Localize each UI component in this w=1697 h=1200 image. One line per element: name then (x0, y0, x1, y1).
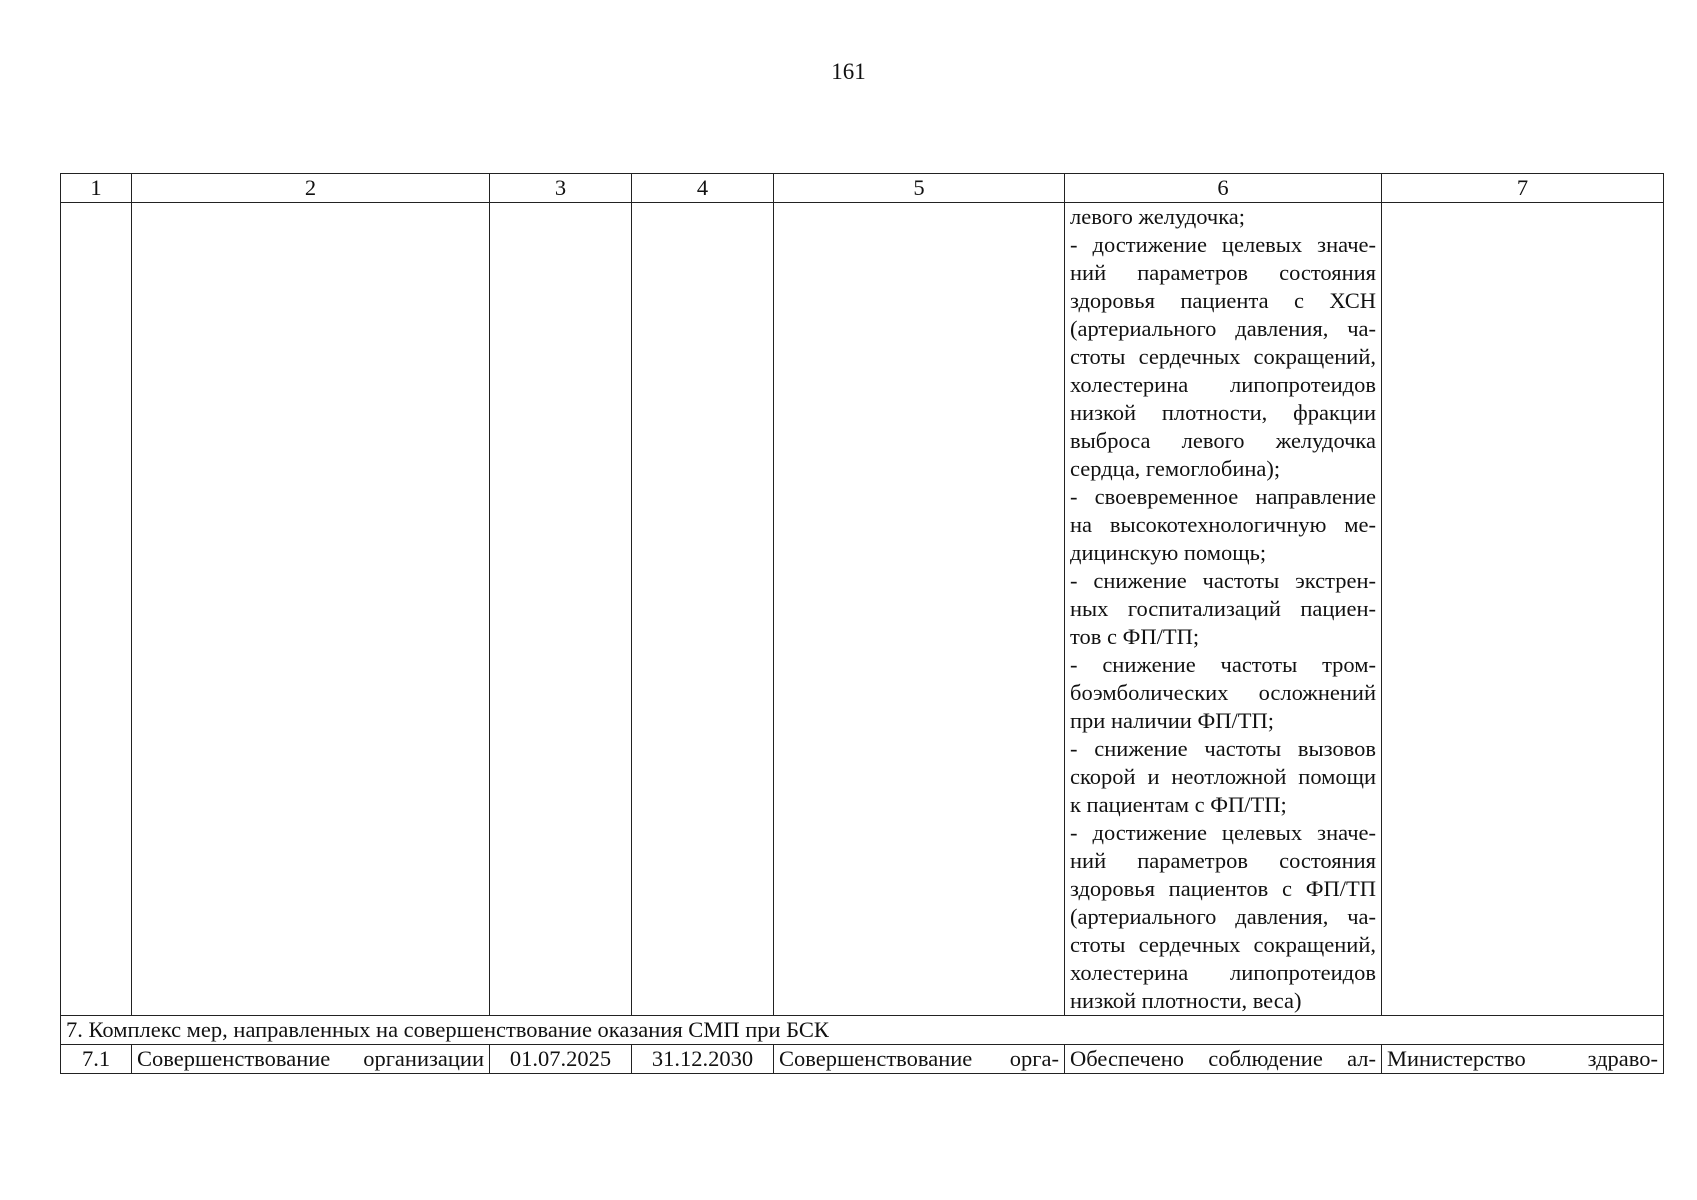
text-line: сердца, гемоглобина); (1070, 456, 1281, 481)
text-line: выброса левого желудочка (1070, 428, 1376, 453)
text-line: низкой плотности, веса) (1070, 988, 1302, 1013)
end-date: 31.12.2030 (632, 1045, 774, 1074)
start-date: 01.07.2025 (490, 1045, 632, 1074)
text-line: - достижение целевых значе- (1070, 232, 1376, 257)
expected-result: Обеспечено соблюдение ал- (1065, 1045, 1382, 1074)
table-cell (490, 203, 632, 1016)
text-line: дицинскую помощь; (1070, 540, 1267, 565)
text-line: к пациентам с ФП/ТП; (1070, 792, 1287, 817)
text-line: (артериального давления, ча- (1070, 904, 1376, 929)
column-header: 6 (1065, 174, 1382, 203)
section-title: 7. Комплекс мер, направленных на совершенствование оказания СМП при БСК (61, 1016, 1664, 1045)
text-line: холестерина липопротеидов (1070, 960, 1376, 985)
measure-description: Совершенствование орга- (774, 1045, 1065, 1074)
text-line: боэмболических осложнений (1070, 680, 1376, 705)
text-line: здоровья пациентов с ФП/ТП (1070, 876, 1376, 901)
column-header: 3 (490, 174, 632, 203)
text-line: - своевременное направление (1070, 484, 1376, 509)
text-line: здоровья пациента с ХСН (1070, 288, 1376, 313)
expected-results-cell (1065, 203, 1382, 1016)
table-cell (132, 203, 490, 1016)
text-line: (артериального давления, ча- (1070, 316, 1376, 341)
column-header: 2 (132, 174, 490, 203)
table-cell (1382, 203, 1664, 1016)
column-header: 1 (61, 174, 132, 203)
table-cell (61, 203, 132, 1016)
table-cell (774, 203, 1065, 1016)
text-line: - достижение целевых значе- (1070, 820, 1376, 845)
text-line: низкой плотности, фракции (1070, 400, 1376, 425)
text-line: стоты сердечных сокращений, (1070, 932, 1376, 957)
responsible-party: Министерство здраво- (1382, 1045, 1664, 1074)
text-line: тов с ФП/ТП; (1070, 624, 1200, 649)
continuation-row (61, 203, 1664, 1016)
text-line: ний параметров состояния (1070, 260, 1376, 285)
text-line: холестерина липопротеидов (1070, 372, 1376, 397)
text-line: - снижение частоты экстрен- (1070, 568, 1376, 593)
text-line: ных госпитализаций пациен- (1070, 596, 1376, 621)
column-header: 5 (774, 174, 1065, 203)
text-line: ний параметров состояния (1070, 848, 1376, 873)
table-cell (632, 203, 774, 1016)
text-line: левого желудочка; (1070, 204, 1246, 229)
text-line: - снижение частоты вызовов (1070, 736, 1376, 761)
text-line: при наличии ФП/ТП; (1070, 708, 1274, 733)
page-number: 161 (831, 59, 866, 84)
table-row (61, 1045, 1664, 1074)
column-header: 7 (1382, 174, 1664, 203)
text-line: стоты сердечных сокращений, (1070, 344, 1376, 369)
measures-table (60, 173, 1664, 1074)
row-number: 7.1 (61, 1045, 132, 1074)
section-row (61, 1016, 1664, 1045)
text-line: - снижение частоты тром- (1070, 652, 1376, 677)
measure-name: Совершенствование организации (132, 1045, 490, 1074)
column-header-row (61, 174, 1664, 203)
column-header: 4 (632, 174, 774, 203)
text-line: на высокотехнологичную ме- (1070, 512, 1376, 537)
text-line: скорой и неотложной помощи (1070, 764, 1376, 789)
